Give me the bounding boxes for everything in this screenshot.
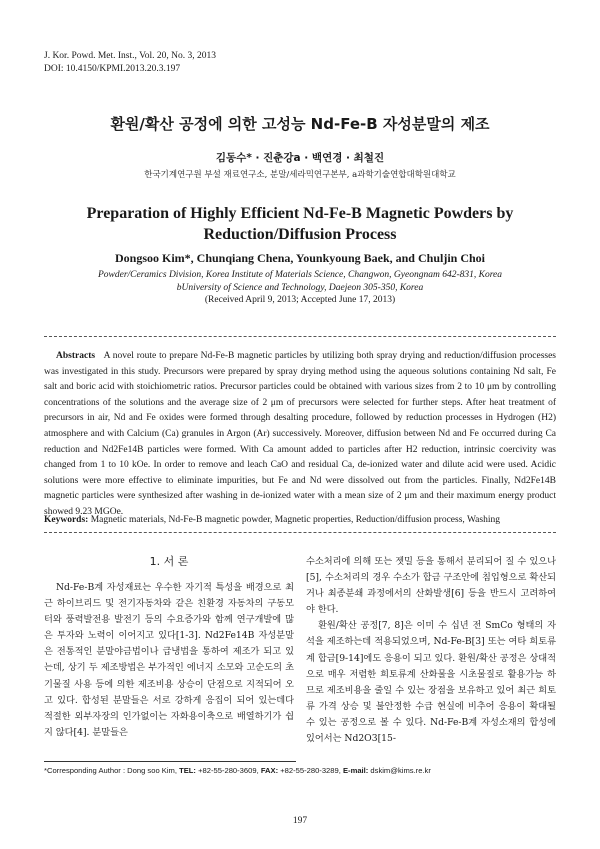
footnote-tel: +82-55-280-3609, [198,766,259,775]
footnote-tel-label: TEL: [179,766,196,775]
footnote-rule [44,761,296,762]
english-title [0,203,600,245]
journal-citation: J. Kor. Powd. Met. Inst., Vol. 20, No. 3, 2013 [44,51,216,61]
english-affiliation-2: bUniversity of Science and Technology, Daejeon 305-350, Korea [176,283,424,293]
footnote [44,766,556,775]
received-dates: (Received April 9, 2013; Accepted June 17, 2013) [204,295,396,305]
english-title-line-2: Reduction/Diffusion Process [203,226,397,243]
korean-authors: 김동수* · 진춘강a · 백연경 · 최철진 [215,152,385,164]
keywords-bottom-rule [44,532,556,533]
abstract-text: A novel route to prepare Nd-Fe-B magnetic particles by utilizing both spray drying and reduction/diffusion processes was investigated in this study. Precursors were prepared by spray drying method using the aqueous solutions containing Nd salt, Fe salt and boric acid with stoichiometric ratios. Precursor particles could be obtained with various sizes from 2 to 10 μm by controlling concentrations of the solutions and the average size of 2 μm of precursors were selected for further steps. After heat treatment of precursors in air, Nd and Fe oxides were formed through desalting procedure, followed by reduction processes in Hydrogen (H2) atmosphere and with Calcium (Ca) granules in Argon (Ar) successively. Moreover, diffusion between Nd and Fe occurred during Ca reduction and Nd2Fe14B particles were formed. With Ca amount added to particles after H2 reduction, intrinsic coercivity was changed from 1 to 10 kOe. In order to remove and leach CaO and residual Ca, de-ionized water and dilute acid were used. Acidic solutions were more effective to eliminate impurities, but Fe and Nd were dissolved out from the particles. Finally, Nd2Fe14B magnetic particles were synthesized after washing in de-ionized water with a mean size of 2 μm and their maximum energy product showed 9.23 MGOe. [44,351,556,517]
abstract-label: Abstracts [56,351,96,361]
korean-title: 환원/확산 공정에 의한 고성능 Nd-Fe-B 자성분말의 제조 [110,115,490,133]
footnote-fax: +82-55-280-3289, [280,766,341,775]
page-number: 197 [292,816,308,826]
body-left-column [44,580,294,741]
left-paragraph: Nd-Fe-B계 자성재료는 우수한 자기적 특성을 배경으로 최근 하이브리드 및 전기자동차와 같은 친환경 자동차의 구동모터와 풍력발전용 발전기 등의 수요증가와 함께 연구개발에 많은 투자와 노력이 이어지고 있다[1-3]. Nd2Fe14B 자성분말은 전통적인 분말야금법이나 급냉법을 통하여 제조가 되고 있는데, 상기 두 제조방법은 부가적인 에너지 소모와 고순도의 초기물질 사용 등에 의한 제조비용 상승이 단점으로 지적되어 오고 있다. 합성된 분말들은 서로 강하게 응집이 되어 있는데다 적절한 외부자장의 인가없이는 자화용이축으로 배열하기가 쉽지 않다[4]. 분말들은 [44,582,294,738]
korean-affiliation: 한국기계연구원 부설 재료연구소, 분말/세라믹연구본부, a과학기술연합대학원대학교 [144,170,456,180]
body-right-column [306,554,556,747]
keywords-text: Magnetic materials, Nd-Fe-B magnetic powder, Magnetic properties, Reduction/diffusion process, Washing [90,515,500,525]
journal-header [44,50,216,76]
footnote-fax-label: FAX: [260,766,279,775]
english-affiliation [0,269,600,295]
abstract-top-rule [44,336,556,337]
section-heading: 1. 서 론 [149,555,189,568]
footnote-email-label: E-mail: [342,766,369,775]
right-paragraph-2: 환원/확산 공정[7, 8]은 이미 수 십년 전 SmCo 형태의 자석을 제조하는데 적용되었으며, Nd-Fe-B[3] 또는 여타 희토류계 합금[9-14]에도 응용이 되고 있다. 환원/확산 공정은 상대적으로 매우 저렴한 희토류계 산화물을 시초물질로 활용가능 하므로 제조비용을 줄일 수 있는 장점을 보유하고 있어 최근 희토류 가격 상승 및 불안정한 수급 현실에 비추어 응용이 확대될 수 있는 공정으로 볼 수 있다. Nd-Fe-B계 자성소재의 합성에 있어서는 Nd2O3[15- [306,620,556,745]
english-affiliation-1: Powder/Ceramics Division, Korea Institute of Materials Science, Changwon, Gyeongnam 642-831, Korea [97,270,503,280]
english-title-line-1: Preparation of Highly Efficient Nd-Fe-B Magnetic Powders by [86,205,514,222]
english-authors: Dongsoo Kim*, Chunqiang Chena, Younkyoung Baek, and Chuljin Choi [114,251,486,265]
abstract [44,349,556,521]
keywords [44,513,556,527]
keywords-label: Keywords: [44,515,89,525]
footnote-author: *Corresponding Author : Dong soo Kim, [44,766,177,775]
journal-doi: DOI: 10.4150/KPMI.2013.20.3.197 [44,64,181,74]
right-paragraph-1: 수소처리에 의해 또는 젯밀 등을 통해서 분리되어 질 수 있으나[5], 수소처리의 경우 수소가 합금 구조안에 침입형으로 확산되거나 최종분쇄 과정에서의 산화발생[6] 등을 반드시 고려하여야 한다. [306,556,556,616]
footnote-email: dskim@kims.re.kr [370,766,431,775]
